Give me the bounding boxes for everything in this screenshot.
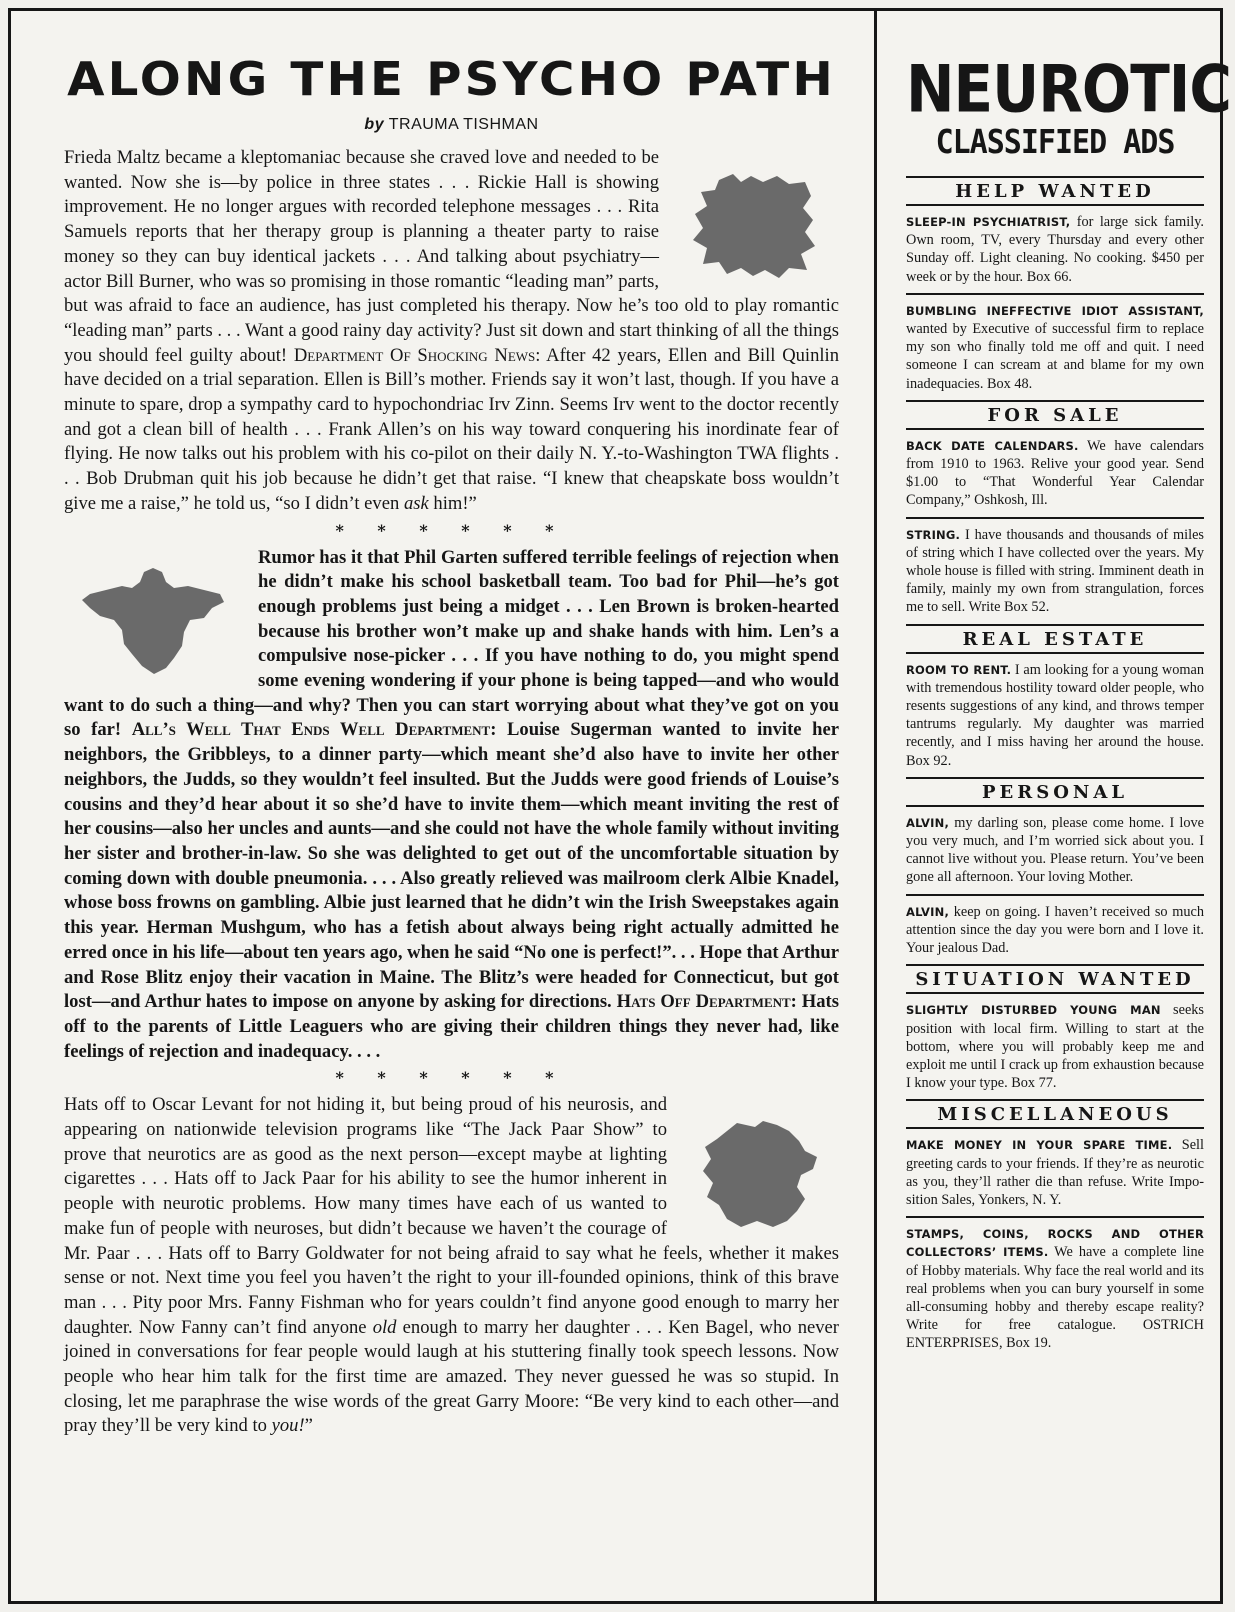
classified-ad: ALVIN, my darling son, please come home. I love you very much, and I’m worried sick about you. I cannot live without you. Please return. You’ve been gone all afternoon. Your loving Mother. [906,807,1204,896]
section-situation-wanted: SITUATION WANTED [906,964,1204,994]
classifieds [906,50,1231,1360]
inkblot-3-icon [697,1117,821,1231]
section-help-wanted: HELP WANTED [906,176,1204,206]
classified-ad: SLEEP-IN PSYCHIATRIST, for large sick family. Own room, TV, every Thursday and every other Sunday off. Light cleaning. No cooking. $450 per week or by the hour. Box 66. [906,206,1204,295]
classified-ad: ALVIN, keep on going. I haven’t received so much attention since the day you were born and I love it. Your jealous Dad. [906,903,1204,957]
paragraph-2: Rumor has it that Phil Garten suffered terrible feelings of rejection when he didn’t make his school basketball team. Too bad for Phil—he’s got enough problems just being a midget . . . Len Brown is broken-hearted because his brother won’t make up and shake hands with him. Len’s a compulsive nose-picker . . . If you have nothing to do, you might spend some evening wondering if your phone is being tapped—and who would want to do such a thing—and why? Then you can start worrying about what they’ve got on you so far! All’s Well That Ends Well Department: Louise Sugerman wanted to invite her neighbors, the Gribbleys, to a dinner party—which meant she’d also have to invite her other neighbors, the Judds, so they wouldn’t feel insulted. But the Judds were good friends of Louise’s cousins and they’d hear about it so she’d have to invite them—which meant inviting the rest of her cousins—also her uncles and aunts—and she could not have the whole family without inviting her sister and brother-in-law. So she was delighted to get out of the uncomfortable situation by coming down with double pneumonia. . . . Also greatly relieved was mailroom clerk Albie Knadel, whose boss frowns on gambling. Albie just learned that he didn’t win the Irish Sweepstakes again this year. Herman Mushgum, who has a fetish about always being right actually admitted he erred once in his life—about ten years ago, when he said “No one is perfect!”. . . Hope that Arthur and Rose Blitz enjoy their vacation in Maine. The Blitz’s were headed for Connecticut, but got lost—and Arthur hates to impose on anyone by asking for directions. Hats Off Department: Hats off to the parents of Little Leaguers who are giving their children things they never had, like feelings of rejection and inadequacy. . . . [64,546,839,1062]
classified-ad: SLIGHTLY DISTURBED YOUNG MAN seeks position with local firm. Willing to start at the bottom, where you will probably keep me and exploit me until I crack up from exhaustion because I know your type. Box 77. [906,1002,1204,1092]
inkblot-2-icon [78,564,228,676]
section-miscellaneous: MISCELLANEOUS [906,1099,1204,1129]
article [64,48,839,1439]
column-divider [874,8,877,1604]
section-real-estate: REAL ESTATE [906,624,1204,654]
section-divider: * * * * * * [335,520,568,540]
classified-ad: STAMPS, COINS, ROCKS AND OTHER COLLECTORS’ ITEMS. We have a complete line of Hobby materials. Why face the real world and its real problems when you can bury yourself in some all-consuming hobby and thereby escape reality? Write for free catalogue. OSTRICH ENTERPRISES, Box 19. [906,1227,1204,1352]
inkblot-1-icon [689,170,821,282]
page-title: ALONG THE PSYCHO PATH [67,52,836,106]
classifieds-subtitle: CLASSIFIED ADS [935,123,1175,162]
section-divider: * * * * * * [335,1068,568,1088]
classified-ad: STRING. I have thousands and thousands of miles of string which I have collected over the years. My whole house is filled with string. Imminent death in family, mainly my own from strangulation, forces me to sell. Write Box 52. [906,526,1204,616]
section-for-sale: FOR SALE [906,400,1204,430]
section-personal: PERSONAL [906,777,1204,807]
classified-ad: ROOM TO RENT. I am looking for a young woman with tremendous hostility toward older people, who resents suggestions of any kind, and throws temper tantrums regularly. My daughter was married recently, and I miss having her around the house. Box 92. [906,661,1205,769]
author: TRAUMA TISHMAN [388,116,539,133]
classified-ad: BACK DATE CALENDARS. We have calendars from 1910 to 1963. Relive your good year. Send $1.00 to “That Wonderful Year Calendar Company,” Oshkosh, Ill. [906,430,1204,519]
classified-ad: MAKE MONEY IN YOUR SPARE TIME. Sell greeting cards to your friends. If they’re as neurotic as you, they’ll rather die than refuse. Write Imposition Sales, Yonkers, N. Y. [906,1129,1204,1218]
classifieds-title: NEUROTIC [906,50,1231,128]
paragraph-3: Hats off to Oscar Levant for not hiding it, but being proud of his neurosis, and appearing on nationwide television programs like “The Jack Paar Show” to prove that neurotics are as good as the next person—except maybe at lighting cigarettes . . . Hats off to Jack Paar for his ability to see the humor inherent in people with neurotic problems. How many times have each of us wanted to make fun of people with neuroses, but didn’t because we haven’t the courage of Mr. Paar . . . Hats off to Barry Goldwater for not being afraid to say what he feels, whether it makes sense or not. Next time you feel you haven’t the right to your ill-founded opinions, think of this brave man . . . Pity poor Mrs. Fanny Fishman who for years couldn’t find anyone good enough to marry her daughter. Now Fanny can’t find anyone old enough to marry her daughter . . . Ken Bagel, who never joined in conversations for fear people would laugh at his stuttering finally took speech lessons. Now people who hear him talk for the first time are amazed. They never guessed he was so stupid. In closing, let me paraphrase the wise words of the great Garry Moore: “Be very kind to each other—and pray they’ll be very kind to you!” [64,1094,839,1437]
byline: by TRAUMA TISHMAN [364,116,539,133]
classified-ad: BUMBLING INEFFECTIVE IDIOT ASSISTANT, wanted by Executive of successful firm to replace my son who finally told me off and quit. I need someone I can scream at and blame for my own inadequacies. Box 48. [906,303,1204,392]
paragraph-1: Frieda Maltz became a kleptomaniac because she craved love and needed to be wanted. Now she is—by police in three states . . . Rickie Hall is showing improvement. He no longer argues with recorded telephone messages . . . Rita Samuels reports that her therapy group is planning a theater party to raise money so they can buy identical jackets . . . And talking about psychiatry—actor Bill Burner, who was so promising in those romantic “leading man” parts, but was afraid to face an audience, has just completed his therapy. Now he’s too old to play romantic “leading man” parts . . . Want a good rainy day activity? Just sit down and start thinking of all the things you should feel guilty about! Department Of Shocking News: After 42 years, Ellen and Bill Quinlin have decided on a trial separation. Ellen is Bill’s mother. Friends say it won’t last, though. If you have a minute to spare, drop a sympathy card to hypochondriac Irv Zinn. Seems Irv went to the doctor recently and got a clean bill of health . . . Frank Allen’s on his way toward conquering his inordinate fear of flying. He now talks out his problem with his co-pilot on their daily N. Y.-to-Washington TWA flights . . . Bob Drubman quit his job because he didn’t get that raise. “I knew that cheapskate boss wouldn’t give me a raise,” he told us, “so I didn’t even ask him!” [64,147,840,514]
